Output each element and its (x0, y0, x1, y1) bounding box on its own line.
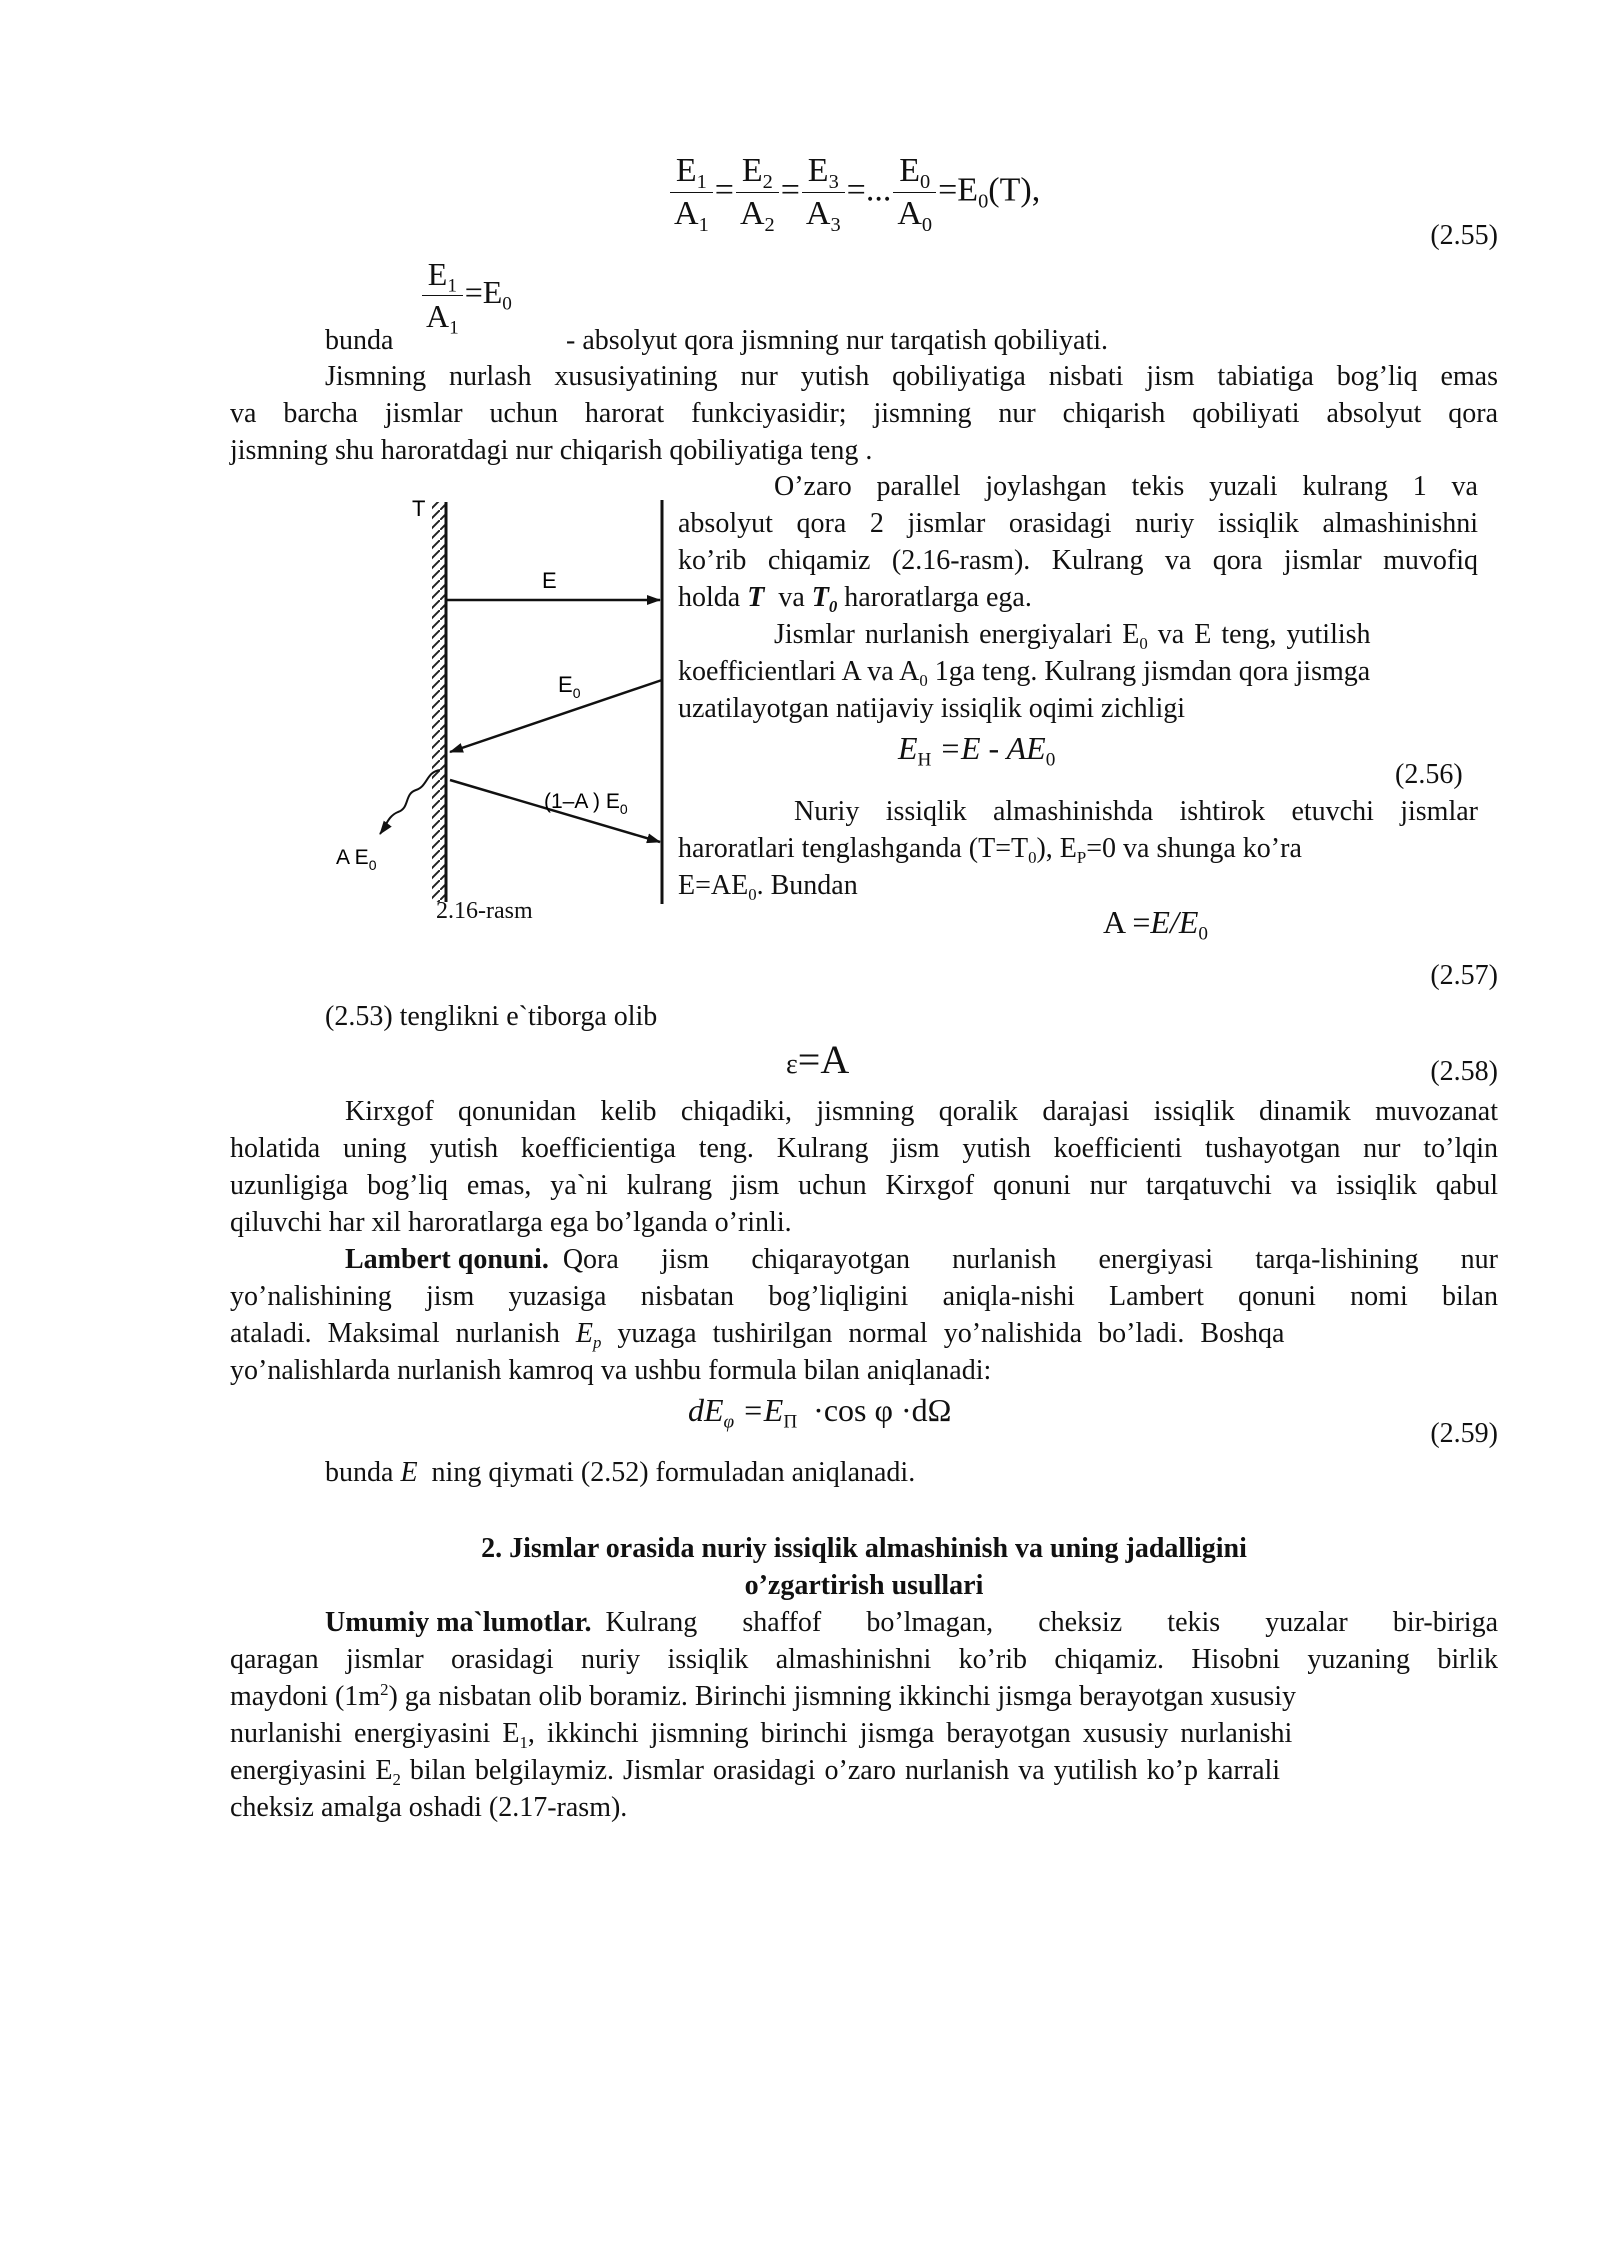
arrow-absorbed (380, 770, 440, 834)
right-line4: holda T va $T_0$ haroratlarga ega. (678, 582, 1032, 616)
para2-line2: holatida uning yutish koefficientiga teng. Kulrang jism yutish koefficienti tushayotgan nur to’lqin (230, 1133, 1498, 1164)
right-line7: uzatilayotgan natijaviy issiqlik oqimi zichligi (678, 693, 1186, 724)
para3-line2: yo’nalishining jism yuzasiga nisbatan bog’liqligini aniqla-nishi Lambert qonuni nomi bilan (230, 1281, 1498, 1312)
para3-line3: ataladi. Maksimal nurlanish $E_p$ yuzaga tushirilgan normal yo’nalishida bo’ladi. Boshqa (230, 1318, 1285, 1352)
right-line1: O’zaro parallel joylashgan tekis yuzali kulrang 1 va (774, 471, 1478, 502)
equation-2-59: $dE_\varphi =E_\Pi \cdot\cos$ φ ·dΩ (688, 1392, 952, 1433)
label-e: E (542, 568, 557, 593)
para1-line3: jismning shu haroratdagi nur chiqarish qobiliyatiga teng . (230, 435, 873, 466)
equation-number-2-55: (2.55) (1430, 220, 1498, 251)
fraction-e0-a0: $\frac{E_0}{A_0}$ (891, 152, 938, 233)
section-heading-line1: 2. Jismlar orasida nuriy issiqlik almashinish va uning jadalligini (481, 1533, 1247, 1564)
line-253: (2.53) tenglikni e`tiborga olib (325, 1001, 658, 1032)
fraction-e3-a3: $\frac{E_3}{A_3}$ (800, 152, 847, 233)
right-line8: Nuriy issiqlik almashinishda ishtirok etuvchi jismlar (794, 796, 1478, 827)
equation-number-2-58: (2.58) (1430, 1056, 1498, 1087)
equation-number-2-59: (2.59) (1430, 1418, 1498, 1449)
bunda-word: bunda (325, 325, 394, 356)
para3-line1: Lambert qonuni. Qora jism chiqarayotgan nurlanish energiyasi tarqa-lishining nur (345, 1244, 1498, 1275)
figure-2-16 (330, 490, 670, 930)
label-e0: $E_0$ (558, 672, 581, 701)
label-ae0: A $E_0$ (336, 846, 377, 873)
arrow-e0 (450, 680, 662, 752)
right-line2: absolyut qora 2 jismlar orasidagi nuriy issiqlik almashinishni (678, 508, 1478, 539)
para4-line1: Umumiy ma`lumotlar. Kulrang shaffof bo’lmagan, cheksiz tekis yuzalar bir-biriga (325, 1607, 1498, 1638)
figure-caption: 2.16-rasm (436, 898, 533, 924)
para4-line2: qaragan jismlar orasidagi nuriy issiqlik almashinishni ko’rib chiqamiz. Hisobni yuzaning birlik (230, 1644, 1498, 1675)
equation-2-55: $\frac{E_1}{A_1}$ = $\frac{E_2}{A_2}$ = $\frac{E_3}{A_3}$ =... $\frac{E_0}{A_0}$ $=E_0(T)$, (668, 152, 1040, 233)
section-heading-line2: o’zgartirish usullari (744, 1570, 984, 1601)
equation-number-2-56: (2.56) (1395, 759, 1463, 790)
wall-hatching (432, 502, 446, 902)
para4-line6: cheksiz amalga oshadi (2.17-rasm). (230, 1792, 628, 1823)
para2-line3: uzunligiga bog’liq emas, ya`ni kulrang jism uchun Kirxgof qonuni nur tarqatuvchi va issiqlik qabul (230, 1170, 1498, 1201)
para3-line4: yo’nalishlarda nurlanish kamroq va ushbu formula bilan aniqlanadi: (230, 1355, 992, 1386)
para1-line2: va barcha jismlar uchun harorat funkciyasidir; jismning nur chiqarish qobiliyati absolyut qora (230, 398, 1498, 429)
equation-2-56: $E_H =E - AE_0$ (898, 730, 1056, 771)
equation-2-57: $A =E/E_0$ (1103, 904, 1208, 945)
para2-line4: qiluvchi har xil haroratlarga ega bo’lganda o’rinli. (230, 1207, 792, 1238)
right-line5: Jismlar nurlanish energiyalari $E_0$ va E teng, yutilish (774, 619, 1371, 653)
para4-line4: nurlanishi energiyasini $E_1$, ikkinchi jismning birinchi jismga berayotgan xususiy nurlanishi (230, 1718, 1293, 1752)
equation-2-58: ε=A (786, 1037, 850, 1082)
right-line3: ko’rib chiqamiz (2.16-rasm). Kulrang va qora jismlar muvofiq (678, 545, 1478, 576)
equation-number-2-57: (2.57) (1430, 960, 1498, 991)
label-reflected: (1–A ) $E_0$ (544, 790, 628, 817)
line-bunda2: bunda E ning qiymati (2.52) formuladan aniqlanadi. (325, 1457, 916, 1488)
right-line6: koefficientlari A va $A_0$ 1ga teng. Kulrang jismdan qora jismga (678, 656, 1371, 690)
para4-line3: maydoni $(1m^2)$ ga nisbatan olib boramiz. Birinchi jismning ikkinchi jismga berayotgan xususiy (230, 1679, 1297, 1712)
equation-e1-a1-e0: $\frac{E_1}{A_1}$ $=E_0$ (420, 256, 512, 335)
fraction-e2-a2: $\frac{E_2}{A_2}$ (734, 152, 781, 233)
para2-line1: Kirxgof qonunidan kelib chiqadiki, jismning qoralik darajasi issiqlik dinamik muvozanat (345, 1096, 1498, 1127)
para1-line1: Jismning nurlash xususiyatining nur yutish qobiliyatiga nisbati jism tabiatiga bog’liq emas (325, 361, 1498, 392)
fraction-e1-a1: $\frac{E_1}{A_1}$ (668, 152, 715, 233)
right-line10: $E=AE_0$. Bundan (678, 870, 858, 904)
label-t: T (412, 496, 426, 521)
bunda-definition: - absolyut qora jismning nur tarqatish qobiliyati. (566, 325, 1109, 356)
para4-line5: energiyasini $E_2$ bilan belgilaymiz. Jismlar orasidagi o’zaro nurlanish va yutilish ko’p karrali (230, 1755, 1281, 1789)
right-line9: haroratlari tenglashganda $(T=T_0)$, $E_P=0$ va shunga ko’ra (678, 833, 1302, 867)
